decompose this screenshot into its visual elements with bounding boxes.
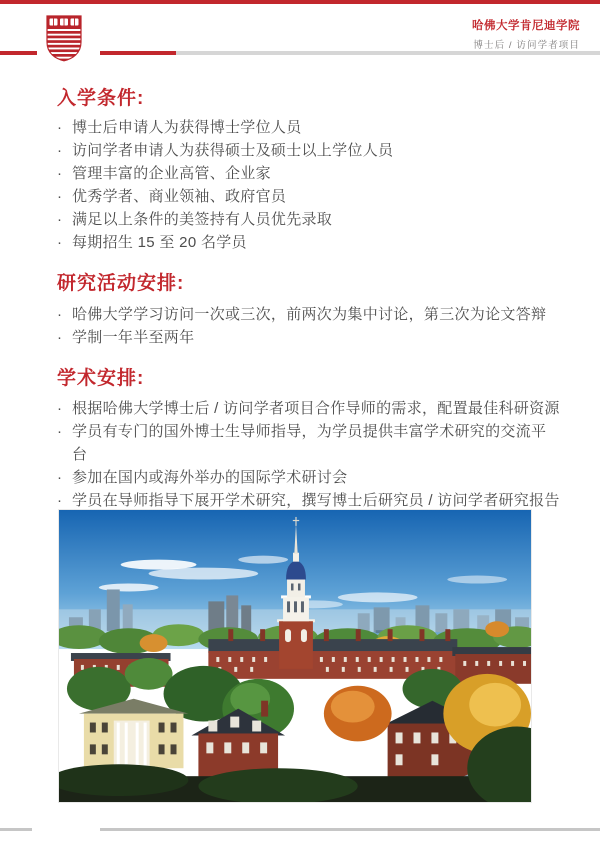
list-item-text: 每期招生 15 至 20 名学员 xyxy=(72,234,247,251)
brand-title: 哈佛大学肯尼迪学院 xyxy=(472,20,580,32)
bullet-dot: · xyxy=(57,234,63,251)
bullet-dot: · xyxy=(57,306,63,323)
list-item xyxy=(57,466,560,489)
section-list-academic xyxy=(57,397,560,512)
section-heading-academic: 学术安排: xyxy=(57,368,145,389)
bullet-dot: · xyxy=(57,165,63,182)
footer-rule-right xyxy=(100,828,600,831)
list-item xyxy=(57,185,560,208)
bullet-dot: · xyxy=(57,329,63,346)
list-item xyxy=(57,231,560,254)
list-item xyxy=(57,303,560,326)
list-item xyxy=(57,139,560,162)
list-item xyxy=(57,420,560,466)
list-item-text: 根据哈佛大学博士后 / 访问学者项目合作导师的需求，配置最佳科研资源 xyxy=(72,400,560,417)
harvard-shield-icon xyxy=(45,14,83,62)
list-item xyxy=(57,116,560,139)
list-item-text: 访问学者申请人为获得硕士及硕士以上学位人员 xyxy=(72,142,394,159)
footer-rule-left xyxy=(0,828,32,831)
list-item xyxy=(57,397,560,420)
list-item-text: 学员在导师指导下展开学术研究，撰写博士后研究员 / 访问学者研究报告 xyxy=(72,492,560,509)
bullet-dot: · xyxy=(57,400,63,417)
section-heading-research-activities: 研究活动安排: xyxy=(57,273,185,294)
list-item-text: 管理丰富的企业高管、企业家 xyxy=(72,165,271,182)
list-item-text: 哈佛大学学习访问一次或三次，前两次为集中讨论，第三次为论文答辩 xyxy=(72,306,547,323)
campus-photo xyxy=(58,509,532,803)
list-item-text: 博士后申请人为获得博士学位人员 xyxy=(72,119,302,136)
bullet-dot: · xyxy=(57,119,63,136)
bullet-dot: · xyxy=(57,469,63,486)
list-item xyxy=(57,326,560,349)
list-item-text: 优秀学者、商业领袖、政府官员 xyxy=(72,188,287,205)
list-item-text: 满足以上条件的美签持有人员优先录取 xyxy=(72,211,333,228)
section-heading-admission: 入学条件: xyxy=(57,88,145,109)
header-rule-mid xyxy=(100,51,176,55)
brand-subtitle: 博士后 / 访问学者项目 xyxy=(473,40,580,51)
header-brand xyxy=(472,17,580,51)
list-item-text: 参加在国内或海外举办的国际学术研讨会 xyxy=(72,469,348,486)
bullet-dot: · xyxy=(57,188,63,205)
header-rule-right xyxy=(176,51,600,55)
header-rule-left xyxy=(0,51,37,55)
list-item xyxy=(57,208,560,231)
bullet-dot: · xyxy=(57,211,63,228)
top-accent-bar xyxy=(0,0,600,4)
list-item-text: 学制一年半至两年 xyxy=(72,329,195,346)
section-list-admission xyxy=(57,116,560,254)
section-list-research-activities xyxy=(57,303,560,349)
bullet-dot: · xyxy=(57,492,63,509)
bullet-dot: · xyxy=(57,423,63,440)
list-item xyxy=(57,162,560,185)
bullet-dot: · xyxy=(57,142,63,159)
list-item-text: 学员有专门的国外博士生导师指导，为学员提供丰富学术研究的交流平台 xyxy=(72,423,547,463)
